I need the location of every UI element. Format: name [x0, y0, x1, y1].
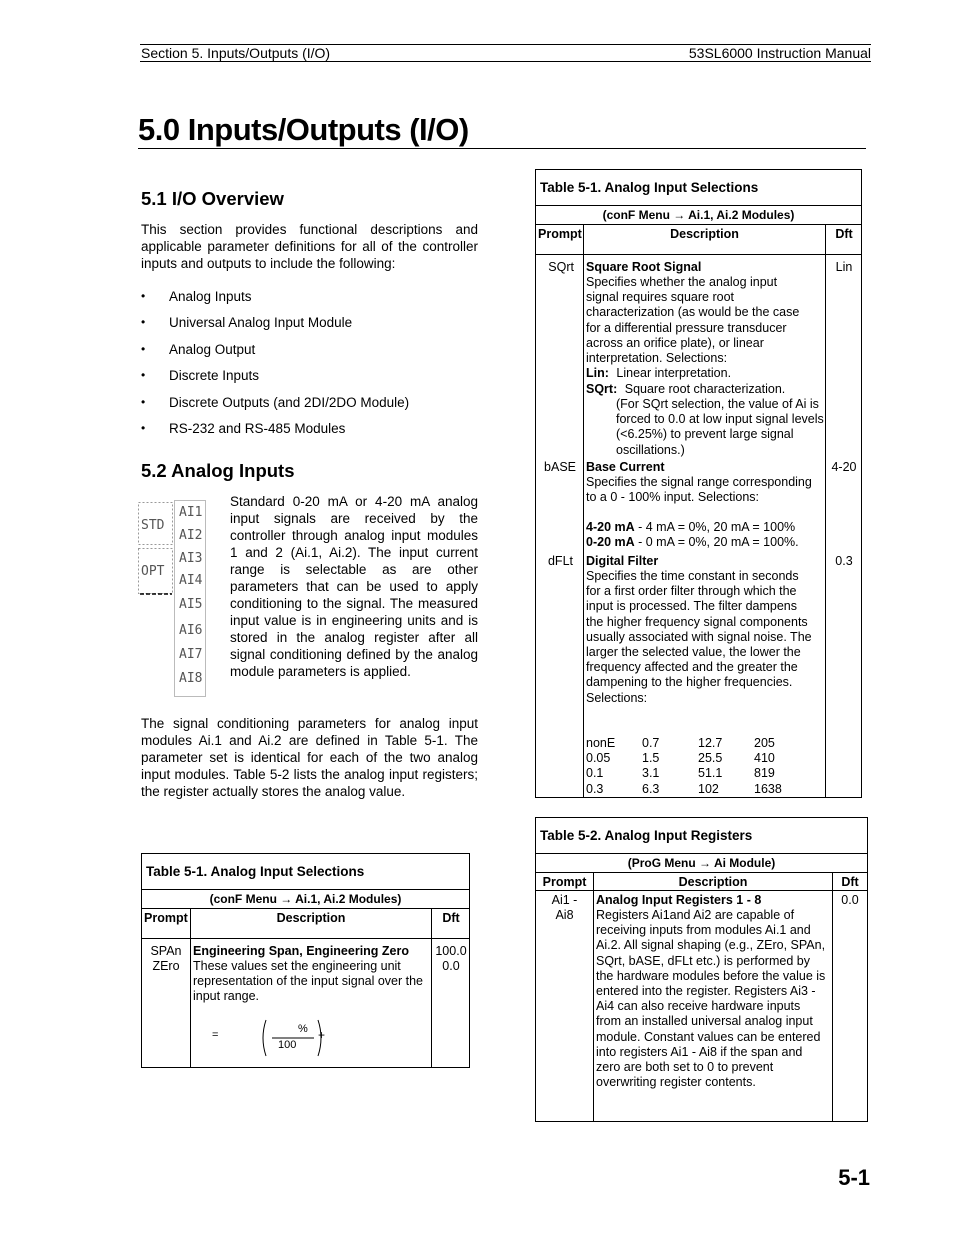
selection-value: 25.5 [698, 751, 723, 766]
selection-value: 0.05 [586, 751, 611, 766]
col-dft-header: Dft [835, 227, 853, 241]
header-section: Section 5. Inputs/Outputs (I/O) [141, 45, 331, 61]
module-ai3-label: AI3 [179, 551, 203, 566]
dft-sqrt: Lin [835, 260, 853, 274]
table-rule [536, 853, 867, 854]
selection-value: 819 [754, 766, 775, 781]
bullet-item: • Discrete Inputs [141, 368, 409, 394]
module-ai1-label: AI1 [179, 505, 203, 520]
table-rule [536, 872, 867, 873]
module-ai6-label: AI6 [179, 623, 203, 638]
table-5-1-span-zero [141, 853, 470, 1068]
table-5-2-registers [535, 817, 868, 1122]
io-bullet-list [141, 289, 409, 447]
sqrt-heading: Square Root Signal [586, 260, 702, 274]
selection-value: 410 [754, 751, 775, 766]
table-rule [536, 254, 861, 255]
bullet-item: • Universal Analog Input Module [141, 315, 409, 341]
bullet-item: • RS-232 and RS-485 Modules [141, 421, 409, 447]
table-column-rule [583, 224, 584, 797]
table-title: Table 5-2. Analog Input Registers [540, 828, 753, 843]
table-column-rule [832, 872, 833, 1121]
selection-value: 12.7 [698, 736, 723, 750]
dft-span: 100.0 [435, 944, 467, 958]
table-column-rule [190, 908, 191, 1067]
table-title: Table 5-1. Analog Input Selections [540, 180, 759, 195]
base-option-0-20 [586, 535, 799, 550]
selection-value: 0.3 [586, 781, 604, 796]
col-dft-header: Dft [442, 911, 460, 925]
dft-base: 4-20 [831, 460, 857, 474]
formula-numerator: % [298, 1023, 308, 1035]
table-column-rule [593, 872, 594, 1121]
selection-value: 102 [698, 781, 719, 796]
opt2-text: - 0 mA = 0%, 20 mA = 100%. [634, 535, 799, 549]
analog-module-diagram [138, 497, 210, 697]
registers-body: Registers Ai1and Ai2 are capable of receiving inputs from modules Ai.1 and Ai.2. All signal shaping (e.g., ZEro, SPAn, SQrt, bASE, dFLt etc.) is performed by the hardware modules before the value is entered into the register. Registers Ai3 - Ai4 can also receive hardware inputs from an installed universal analog input module. Constant values can be entered into registers Ai1 - Ai8 if the span and zero are both set to 0 to prevent overwriting register contents. [596, 908, 826, 1090]
col-prompt-header: Prompt [542, 875, 587, 889]
section-5-2-heading: 5.2 Analog Inputs [141, 460, 295, 481]
col-dft-header: Dft [841, 875, 859, 889]
module-ai4-label: AI4 [179, 573, 203, 588]
table-subtitle: (conF Menu → Ai.1, Ai.2 Modules) [209, 892, 402, 906]
dflt-body: Specifies the time constant in seconds for a first order filter through which the input is processed. The filter dampens the higher frequency signal components usually associated with signal noise. The larger the selected value, the lower the frequency affected and the greater the dampening to the higher frequencies. Selections: [586, 569, 812, 705]
selection-value: 51.1 [698, 766, 723, 781]
module-ai7-label: AI7 [179, 647, 203, 662]
selection-value: 6.3 [642, 781, 660, 796]
col-description-header: Description [670, 227, 739, 241]
formula-plus: + [318, 1028, 326, 1042]
sqrt-option-lin [586, 366, 731, 381]
dft-registers: 0.0 [841, 893, 859, 907]
module-ai2-label: AI2 [179, 528, 203, 543]
sqrt-body: Specifies whether the analog input signal requires square root characterization (as would be the case for a differential pressure transducer across an orifice plate), or linear interpretation. Selections: [586, 275, 800, 366]
lin-label: Lin: [586, 366, 609, 380]
sqrt-note: (For SQrt selection, the value of Ai is forced to 0.0 at low input signal levels (<6.25%) to prevent large signal oscillations.) [616, 397, 824, 457]
formula-denominator: 100 [278, 1039, 297, 1051]
dflt-selection-grid [586, 736, 804, 797]
base-option-4-20 [586, 520, 795, 535]
dft-dflt: 0.3 [835, 554, 853, 568]
opt-label: OPT [141, 564, 165, 579]
lin-text: Linear interpretation. [616, 366, 732, 380]
col-description-header: Description [276, 911, 346, 925]
dft-zero: 0.0 [442, 959, 460, 973]
section-5-1-heading: 5.1 I/O Overview [141, 188, 284, 209]
prompt-dflt: dFLt [547, 554, 573, 568]
bullet-item: • Discrete Outputs (and 2DI/2DO Module) [141, 395, 409, 421]
selection-value: 0.1 [586, 766, 604, 781]
analog-inputs-para2: The signal conditioning parameters for analog input modules Ai.1 and Ai.2 are defined in Table 5-1. The parameter set is identical for each of the two analog input modules. Table 5-2 lists the analog input registers; the register actually stores the analog value. [141, 716, 478, 799]
table-column-rule [825, 224, 826, 797]
table-rule [142, 889, 469, 890]
dflt-heading: Digital Filter [586, 554, 659, 568]
module-ai8-label: AI8 [179, 671, 203, 686]
opt1-label: 4-20 mA [586, 520, 635, 534]
formula [212, 1018, 332, 1058]
registers-heading: Analog Input Registers 1 - 8 [596, 893, 762, 907]
base-body: Specifies the signal range corresponding to a 0 - 100% input. Selections: [586, 475, 812, 505]
selection-value: 0.7 [642, 736, 660, 750]
table-title: Table 5-1. Analog Input Selections [146, 864, 365, 879]
prompt-span: SPAn [150, 944, 182, 958]
analog-inputs-para1: Standard 0-20 mA or 4-20 mA analog input signals are received by the controller through analog input modules 1 and 2 (Ai.1, Ai.2). The input current range is selectable as are other parameters that can be used to apply conditioning to the signal. The measured input value is in engineering units and is stored in the analog register after all signal conditioning defined by the analog module parameters is applied. [230, 494, 478, 679]
base-heading: Base Current [586, 460, 665, 474]
table-rule [142, 938, 469, 939]
table-subtitle: (conF Menu → Ai.1, Ai.2 Modules) [602, 208, 795, 222]
chapter-title: 5.0 Inputs/Outputs (I/O) [138, 112, 469, 147]
prompt-zero: ZEro [152, 959, 180, 973]
table-rule [142, 908, 469, 909]
selection-value: 1638 [754, 781, 782, 796]
opt1-text: - 4 mA = 0%, 20 mA = 100% [634, 520, 796, 534]
std-label: STD [141, 518, 165, 533]
formula-equals: = [212, 1029, 219, 1041]
bullet-item: • Analog Output [141, 342, 409, 368]
selection-value: 1.5 [642, 751, 660, 766]
desc-heading: Engineering Span, Engineering Zero [193, 944, 409, 958]
prompt-ai8: Ai8 [555, 908, 574, 922]
prompt-base: bASE [544, 460, 576, 474]
selection-value: nonE [586, 736, 616, 750]
table-subtitle: (ProG Menu → Ai Module) [627, 856, 776, 870]
opt2-label: 0-20 mA [586, 535, 635, 549]
table-rule [536, 205, 861, 206]
prompt-sqrt: SQrt [548, 260, 574, 274]
table-column-rule [431, 908, 432, 1067]
header-bottom-rule [140, 61, 871, 62]
table-rule [536, 890, 867, 891]
table-5-1-selections [535, 169, 862, 798]
selection-value: 205 [754, 736, 775, 750]
desc-body: These values set the engineering unit representation of the input signal over the input range. [193, 959, 424, 1004]
sqrt-option-sqrt [586, 382, 785, 397]
page-number: 5-1 [838, 1165, 870, 1190]
header-manual: 53SL6000 Instruction Manual [688, 45, 871, 61]
col-description-header: Description [678, 875, 748, 889]
bullet-item: • Analog Inputs [141, 289, 409, 315]
chapter-rule [138, 148, 866, 149]
table-rule [536, 224, 861, 225]
module-ai5-label: AI5 [179, 597, 203, 612]
sqrt-label: SQrt: [586, 382, 618, 396]
selection-value: 3.1 [642, 766, 660, 781]
col-prompt-header: Prompt [144, 911, 188, 925]
prompt-ai1: Ai1 - [551, 893, 578, 907]
sqrt-text: Square root characterization. [624, 382, 786, 396]
col-prompt-header: Prompt [538, 227, 582, 241]
section-5-1-intro: This section provides functional descriptions and applicable parameter definitions for all of the controller inputs and outputs to include the following: [141, 222, 478, 271]
